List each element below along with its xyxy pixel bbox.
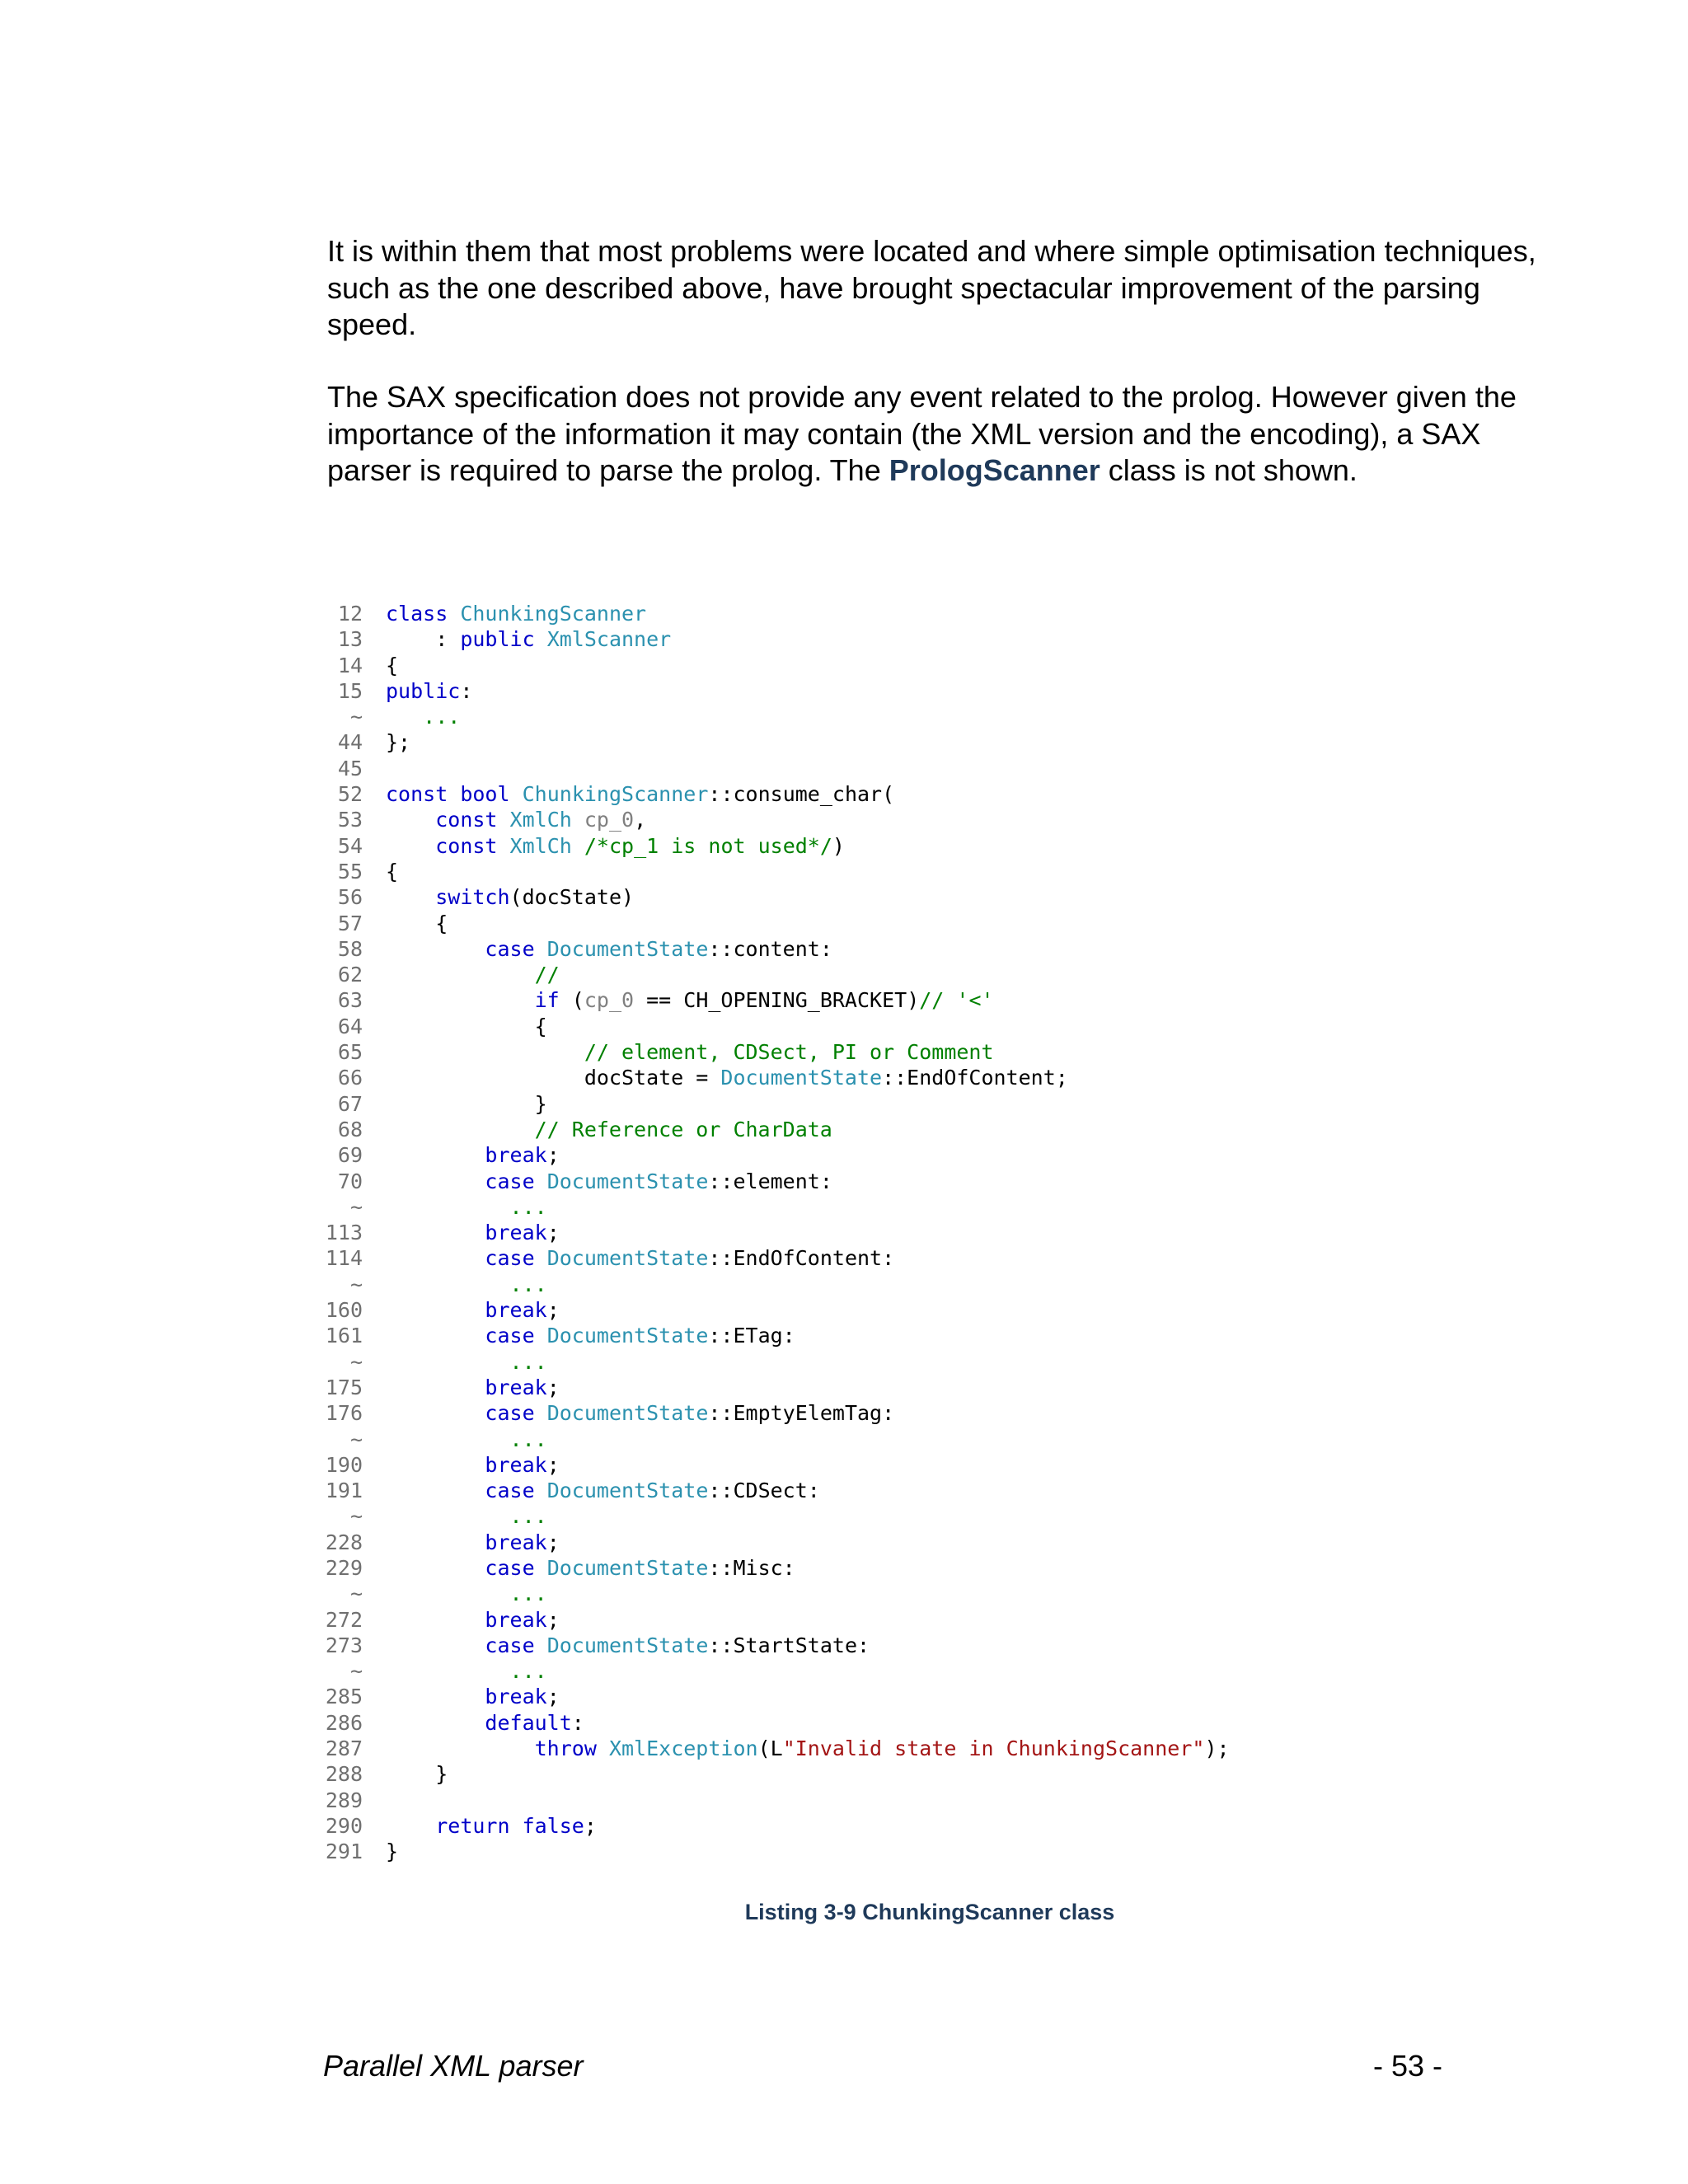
code-token: ; — [546, 1685, 560, 1709]
line-number: ~ — [349, 1349, 363, 1374]
code-token — [386, 834, 435, 858]
code-line — [307, 1503, 1378, 1529]
line-number: 176 — [325, 1401, 363, 1426]
code-line — [307, 1555, 1378, 1581]
code-token: ::EmptyElemTag: — [708, 1401, 895, 1426]
code-token: class — [386, 602, 448, 626]
code-token: (L — [757, 1736, 783, 1761]
code-token: ::Misc: — [708, 1555, 795, 1580]
code-token: switch — [435, 885, 510, 910]
code-token: ... — [386, 705, 461, 729]
code-token: : — [460, 678, 473, 703]
code-token — [535, 1479, 547, 1502]
code-token — [386, 1401, 485, 1425]
line-number: 63 — [337, 988, 363, 1013]
code-token: }; — [386, 730, 411, 755]
line-number: 13 — [337, 627, 363, 652]
code-line — [307, 1788, 1378, 1813]
line-number: 62 — [337, 963, 363, 987]
code-token: case — [485, 1479, 535, 1503]
code-line — [307, 1684, 1378, 1709]
code-token: ... — [386, 1659, 547, 1684]
code-line — [307, 1142, 1378, 1168]
line-number: 64 — [337, 1014, 363, 1038]
code-token: DocumentState — [546, 1324, 709, 1348]
code-token — [448, 602, 460, 626]
code-token: ... — [386, 1194, 547, 1219]
line-number: 57 — [337, 911, 363, 935]
code-line — [307, 626, 1378, 652]
code-token: case — [485, 1324, 535, 1348]
code-token: } — [386, 1840, 399, 1864]
code-line — [307, 1452, 1378, 1478]
line-number: 54 — [337, 833, 363, 858]
line-number: 228 — [325, 1530, 363, 1554]
code-token: docState = — [386, 1066, 721, 1090]
line-number: 287 — [325, 1736, 363, 1761]
code-token: case — [485, 1246, 535, 1271]
code-token: ::EndOfContent; — [882, 1066, 1068, 1090]
code-token — [386, 1143, 485, 1167]
code-token: break — [485, 1143, 547, 1168]
prolog-scanner-class-reference: PrologScanner — [889, 453, 1100, 487]
code-token: ... — [386, 1272, 547, 1296]
code-token: break — [485, 1298, 547, 1323]
code-token: ; — [546, 1530, 560, 1554]
code-token: , — [634, 808, 647, 832]
code-line — [307, 781, 1378, 807]
line-number: 45 — [337, 756, 363, 780]
line-number: 229 — [325, 1555, 363, 1580]
line-number: 65 — [337, 1040, 363, 1065]
code-token: XmlCh — [509, 833, 572, 858]
line-number: 52 — [337, 782, 363, 807]
code-line — [307, 884, 1378, 910]
code-token: == CH_OPENING_BRACKET) — [634, 988, 920, 1013]
code-token: { — [386, 911, 448, 935]
code-token: public — [386, 678, 461, 703]
code-token — [386, 1040, 584, 1064]
code-token — [386, 1530, 485, 1554]
code-line — [307, 962, 1378, 987]
line-number: ~ — [349, 1659, 363, 1684]
code-token: const — [435, 833, 498, 858]
code-token: ::StartState: — [708, 1633, 870, 1657]
code-line — [307, 1400, 1378, 1426]
code-line — [307, 1761, 1378, 1787]
line-number: 160 — [325, 1298, 363, 1323]
code-token: ; — [546, 1143, 560, 1168]
code-token: case — [485, 1555, 535, 1580]
code-token: return — [435, 1813, 510, 1838]
code-token: // — [534, 963, 560, 987]
code-token: public — [460, 627, 535, 652]
line-number: 56 — [337, 885, 363, 910]
code-line — [307, 1478, 1378, 1503]
code-token: { — [386, 653, 399, 677]
body-paragraph-1: It is within them that most problems were located and where simple optimisation techniques, such as the one described above, have brought spectacular improvement of the parsing speed. — [327, 234, 1536, 341]
line-number: 69 — [337, 1143, 363, 1168]
code-token — [535, 1556, 547, 1580]
line-number: 66 — [337, 1066, 363, 1090]
line-number: 272 — [325, 1607, 363, 1632]
code-line — [307, 1607, 1378, 1633]
code-token: ... — [386, 1582, 547, 1606]
line-number: ~ — [349, 1504, 363, 1529]
code-token: DocumentState — [546, 1169, 709, 1193]
code-line — [307, 1091, 1378, 1117]
code-token: case — [485, 1169, 535, 1193]
code-line — [307, 1194, 1378, 1220]
line-number: 290 — [325, 1813, 363, 1838]
line-number: 55 — [337, 859, 363, 883]
code-line — [307, 859, 1378, 884]
code-line — [307, 1297, 1378, 1323]
code-token — [386, 1633, 485, 1657]
line-number: 15 — [337, 678, 363, 703]
code-line — [307, 1633, 1378, 1658]
code-token: ... — [386, 1504, 547, 1529]
code-line — [307, 1014, 1378, 1039]
code-token: ::EndOfContent: — [708, 1246, 895, 1271]
code-token — [448, 782, 460, 806]
code-line — [307, 756, 1378, 781]
code-token: if — [534, 988, 560, 1013]
line-number: 285 — [325, 1685, 363, 1709]
code-line — [307, 1323, 1378, 1348]
code-token — [386, 937, 485, 961]
line-number: ~ — [349, 705, 363, 729]
code-token: ; — [546, 1607, 560, 1632]
code-token: /*cp_1 is not used*/ — [584, 833, 832, 858]
code-token: ::consume_char( — [708, 782, 895, 807]
code-token — [386, 1118, 535, 1141]
code-line — [307, 1375, 1378, 1400]
code-line — [307, 1065, 1378, 1090]
code-token: ; — [546, 1375, 560, 1399]
code-token — [386, 885, 435, 909]
code-token: const — [435, 808, 498, 832]
code-token: default — [485, 1710, 572, 1735]
code-token — [497, 808, 509, 832]
code-token — [386, 1221, 485, 1244]
code-line — [307, 601, 1378, 626]
code-line — [307, 653, 1378, 678]
code-token: break — [485, 1452, 547, 1477]
code-line — [307, 1581, 1378, 1606]
code-token: case — [485, 1633, 535, 1657]
line-number: 53 — [337, 808, 363, 832]
code-token — [386, 1814, 435, 1838]
code-token — [386, 1685, 485, 1708]
line-number: 113 — [325, 1221, 363, 1245]
code-token — [386, 1298, 485, 1322]
code-line — [307, 678, 1378, 704]
code-token: break — [485, 1685, 547, 1709]
code-line — [307, 1169, 1378, 1194]
code-token — [386, 1453, 485, 1477]
code-token — [535, 1169, 547, 1193]
line-number: 67 — [337, 1091, 363, 1116]
code-token: case — [485, 936, 535, 961]
code-token: { — [386, 1014, 547, 1038]
code-token: bool — [460, 782, 510, 807]
code-token — [535, 937, 547, 961]
code-token — [386, 963, 535, 987]
footer-document-title: Parallel XML parser — [323, 2049, 584, 2083]
line-number: 161 — [325, 1324, 363, 1348]
line-number: ~ — [349, 1582, 363, 1606]
code-token — [535, 1246, 547, 1270]
code-token: // Reference or CharData — [534, 1117, 832, 1141]
line-number: 175 — [325, 1375, 363, 1399]
code-token: ::element: — [708, 1169, 832, 1193]
code-line — [307, 807, 1378, 832]
code-line — [307, 1736, 1378, 1761]
code-token: ::ETag: — [708, 1324, 795, 1348]
code-token — [386, 1169, 485, 1193]
code-line — [307, 729, 1378, 755]
code-token: ::content: — [708, 936, 832, 961]
code-token: ChunkingScanner — [460, 602, 647, 626]
code-token — [510, 782, 523, 806]
code-token — [386, 1479, 485, 1502]
code-token: XmlCh — [509, 808, 572, 832]
code-token: case — [485, 1401, 535, 1426]
line-number: 114 — [325, 1246, 363, 1271]
code-token — [386, 1711, 485, 1735]
code-token: DocumentState — [546, 1633, 709, 1657]
code-line — [307, 1117, 1378, 1142]
code-line — [307, 1272, 1378, 1297]
code-token — [386, 1556, 485, 1580]
code-token — [510, 1814, 523, 1838]
code-token: false — [522, 1813, 584, 1838]
code-token: // '<' — [919, 988, 994, 1013]
code-token — [535, 1401, 547, 1425]
code-line — [307, 1245, 1378, 1271]
code-token — [386, 1324, 485, 1347]
code-line — [307, 1220, 1378, 1245]
code-token: ; — [546, 1298, 560, 1323]
code-token: DocumentState — [546, 1401, 709, 1426]
line-number: 12 — [337, 602, 363, 626]
code-line — [307, 987, 1378, 1013]
line-number: 288 — [325, 1762, 363, 1787]
code-token: (docState) — [509, 885, 635, 910]
code-line — [307, 1658, 1378, 1684]
code-token: break — [485, 1530, 547, 1554]
code-token — [386, 808, 435, 832]
paragraph-2-text-start: The SAX specification does not provide any event related to the prolog. However given the importance of the information it may contain (the XML version and the encoding), a SAX parser is required to parse the prolog. The — [327, 380, 1517, 487]
code-token: ( — [559, 988, 584, 1013]
code-token — [535, 1633, 547, 1657]
body-paragraph-2 — [327, 379, 1539, 490]
paragraph-2-text-end: class is not shown. — [1100, 453, 1357, 487]
code-token — [597, 1736, 609, 1760]
code-token: ; — [584, 1813, 597, 1838]
code-token: DocumentState — [546, 1479, 709, 1503]
code-listing — [307, 601, 1378, 1865]
code-line — [307, 1349, 1378, 1375]
line-number: 58 — [337, 936, 363, 961]
code-token — [497, 834, 509, 858]
code-token — [386, 1376, 485, 1399]
code-token: DocumentState — [720, 1066, 883, 1090]
code-token — [386, 1246, 485, 1270]
code-token — [572, 834, 584, 858]
line-number: 70 — [337, 1169, 363, 1193]
code-token — [386, 1608, 485, 1632]
code-token: : — [386, 627, 461, 652]
code-token: break — [485, 1221, 547, 1245]
code-token: DocumentState — [546, 1555, 709, 1580]
code-token: ; — [546, 1221, 560, 1245]
code-token: cp_0 — [584, 988, 635, 1013]
line-number: 273 — [325, 1633, 363, 1657]
code-token: throw — [534, 1736, 597, 1761]
code-token: ) — [832, 833, 845, 858]
code-token: { — [386, 859, 399, 883]
line-number: ~ — [349, 1194, 363, 1219]
code-token — [535, 1324, 547, 1347]
code-line — [307, 936, 1378, 962]
code-token: ChunkingScanner — [522, 782, 709, 807]
line-number: 14 — [337, 653, 363, 677]
line-number: 289 — [325, 1788, 363, 1812]
line-number: 44 — [337, 730, 363, 755]
code-token — [572, 808, 584, 832]
footer-page-number: - 53 - — [1373, 2049, 1443, 2083]
code-token: ... — [386, 1349, 547, 1374]
line-number: 286 — [325, 1710, 363, 1735]
line-number: 68 — [337, 1117, 363, 1141]
code-token: XmlException — [608, 1736, 758, 1761]
code-token: } — [386, 1762, 448, 1787]
code-line — [307, 1839, 1378, 1864]
code-token: "Invalid state in ChunkingScanner" — [782, 1736, 1205, 1761]
code-token: DocumentState — [546, 936, 709, 961]
code-line — [307, 1530, 1378, 1555]
line-number: 291 — [325, 1840, 363, 1864]
code-token: XmlScanner — [546, 627, 672, 652]
code-token: : — [571, 1710, 584, 1735]
code-token: DocumentState — [546, 1246, 709, 1271]
code-line — [307, 833, 1378, 859]
code-line — [307, 1427, 1378, 1452]
line-number: 191 — [325, 1479, 363, 1503]
line-number: 190 — [325, 1452, 363, 1477]
code-token: ); — [1204, 1736, 1230, 1761]
code-token: ... — [386, 1427, 547, 1451]
code-token: break — [485, 1607, 547, 1632]
code-token — [386, 1736, 535, 1760]
code-token: break — [485, 1375, 547, 1399]
code-token — [535, 627, 547, 651]
code-line — [307, 1710, 1378, 1736]
code-token: const — [386, 782, 448, 807]
code-line — [307, 911, 1378, 936]
code-line — [307, 1813, 1378, 1839]
line-number: ~ — [349, 1272, 363, 1296]
line-number: ~ — [349, 1427, 363, 1451]
code-token: // element, CDSect, PI or Comment — [584, 1040, 994, 1065]
listing-caption: Listing 3-9 ChunkingScanner class — [744, 1900, 1115, 1924]
code-token: ; — [546, 1452, 560, 1477]
code-token: cp_0 — [584, 808, 635, 832]
code-line — [307, 1039, 1378, 1065]
code-line — [307, 704, 1378, 729]
code-token: } — [386, 1091, 547, 1116]
code-token — [386, 988, 535, 1012]
code-token: ::CDSect: — [708, 1479, 820, 1503]
